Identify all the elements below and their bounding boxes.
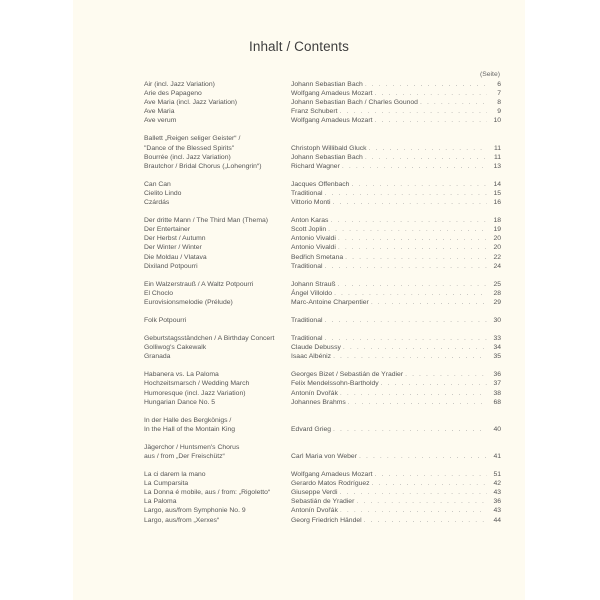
entry-composer: Bedřich Smetana <box>291 253 344 261</box>
entry-composer-cell <box>291 253 487 262</box>
entry-title: Geburtstagsständchen / A Birthday Concert <box>144 335 275 343</box>
entry-page-number: 15 <box>493 189 501 197</box>
toc-entry <box>144 416 501 425</box>
toc-entry <box>144 497 501 506</box>
toc-entry <box>144 452 501 461</box>
toc-entry <box>144 262 501 271</box>
toc-entry <box>144 243 501 252</box>
entry-composer: Johann Sebastian Bach <box>291 81 363 88</box>
entry-title: Die Moldau / Vlatava <box>144 253 207 261</box>
entry-composer: Scott Joplin <box>291 226 327 234</box>
entry-composer: Sebastián de Yradier <box>291 498 355 506</box>
dot-leader <box>374 470 487 479</box>
entry-composer-cell <box>291 116 487 125</box>
dot-leader <box>334 289 487 298</box>
entry-page-number: 11 <box>493 144 501 152</box>
dot-leader <box>381 379 487 388</box>
entry-title: Ballett „Reigen seliger Geister“ / <box>144 135 241 143</box>
dot-leader <box>348 398 487 407</box>
toc-entry <box>144 343 501 352</box>
entry-composer: Traditional <box>291 335 323 343</box>
entry-title: Der Entertainer <box>144 226 191 234</box>
entry-composer-cell <box>291 452 487 461</box>
entry-page-number: 6 <box>497 81 501 88</box>
entry-composer-cell <box>291 289 487 298</box>
entry-page-number: 43 <box>493 489 501 497</box>
dot-leader <box>359 452 487 461</box>
dot-leader <box>345 253 487 262</box>
entry-composer: Traditional <box>291 316 323 324</box>
entry-page-number: 22 <box>493 253 501 261</box>
entry-composer: Giuseppe Verdi <box>291 489 338 497</box>
entry-title: La Paloma <box>144 498 177 506</box>
entry-title: Arie des Papageno <box>144 90 202 98</box>
entry-composer-cell <box>291 98 487 107</box>
entry-title: El Choclo <box>144 289 174 297</box>
entry-page-number: 9 <box>497 108 501 116</box>
dot-leader <box>364 516 487 525</box>
toc-entry <box>144 280 501 289</box>
entry-page-number: 42 <box>493 480 501 488</box>
toc-entry <box>144 98 501 107</box>
entry-composer-cell <box>291 389 487 398</box>
entry-composer-cell <box>291 216 487 225</box>
entry-composer-cell <box>291 316 487 325</box>
toc-entry <box>144 234 501 243</box>
entry-composer-cell <box>291 134 487 143</box>
dot-leader <box>324 189 487 198</box>
dot-leader <box>330 216 487 225</box>
toc-entry <box>144 488 501 497</box>
entry-page-number: 20 <box>493 244 501 252</box>
entry-page-number: 7 <box>497 90 501 98</box>
entry-composer-cell <box>291 470 487 479</box>
dot-leader <box>369 144 487 153</box>
entry-composer-cell <box>291 497 487 506</box>
entry-composer-cell <box>291 425 487 434</box>
toc-entry <box>144 443 501 452</box>
document-page <box>73 0 525 600</box>
entry-title: Dixiland Potpourri <box>144 262 198 270</box>
dot-leader <box>324 334 487 343</box>
entry-page-number: 34 <box>493 344 501 352</box>
entry-title: Jägerchor / Huntsmen's Chorus <box>144 443 240 451</box>
entry-title: Bourrée (incl. Jazz Variation) <box>144 153 231 161</box>
entry-composer-cell <box>291 107 487 116</box>
group-spacer <box>144 207 501 216</box>
entry-composer: Carl Maria von Weber <box>291 453 357 460</box>
entry-page-number: 25 <box>493 280 501 288</box>
entry-composer: Wolfgang Amadeus Mozart <box>291 90 373 98</box>
entry-composer-cell <box>291 80 487 89</box>
dot-leader <box>340 389 487 398</box>
entry-composer-cell <box>291 153 487 162</box>
entry-page-number: 20 <box>493 235 501 243</box>
entry-title: aus / from „Der Freischütz“ <box>144 453 225 460</box>
entry-title: Eurovisionsmelodie (Prélude) <box>144 298 233 306</box>
entry-page-number <box>487 134 501 143</box>
entry-composer-cell <box>291 225 487 234</box>
entry-title: Largo, aus/from Symphonie No. 9 <box>144 507 246 515</box>
entry-composer: Antonín Dvořák <box>291 507 338 515</box>
toc-entry <box>144 506 501 515</box>
entry-page-number: 37 <box>493 380 501 388</box>
toc-entry <box>144 516 501 525</box>
entry-title: Ein Walzerstrauß / A Waltz Potpourri <box>144 280 254 288</box>
entry-composer-cell <box>291 506 487 515</box>
entry-page-number: 28 <box>493 289 501 297</box>
entry-composer-cell <box>291 488 487 497</box>
group-spacer <box>144 271 501 280</box>
toc-entry <box>144 180 501 189</box>
toc-entry <box>144 198 501 207</box>
entry-composer: Felix Mendelssohn-Bartholdy <box>291 380 379 388</box>
entry-composer-cell <box>291 343 487 352</box>
entry-title: Der Winter / Winter <box>144 244 202 252</box>
entry-page-number: 13 <box>493 162 501 170</box>
entry-composer: Isaac Albéniz <box>291 353 332 361</box>
entry-page-number: 40 <box>493 425 501 433</box>
entry-composer-cell <box>291 280 487 289</box>
entry-title: Golliwog's Cakewalk <box>144 344 207 352</box>
toc-entry <box>144 479 501 488</box>
toc-entry <box>144 370 501 379</box>
dot-leader <box>333 198 487 207</box>
entry-composer: Vittorio Monti <box>291 199 331 207</box>
entry-page-number: 29 <box>493 298 501 306</box>
toc-entry <box>144 389 501 398</box>
group-spacer <box>144 434 501 443</box>
entry-composer-cell <box>291 443 487 452</box>
entry-composer: Ángel Villoldo <box>291 289 333 297</box>
toc-entry <box>144 162 501 171</box>
dot-leader <box>420 98 487 107</box>
entry-composer-cell <box>291 516 487 525</box>
dot-leader <box>365 153 487 162</box>
entry-composer: Johann Strauß <box>291 280 336 288</box>
entry-page-number: 35 <box>493 353 501 361</box>
entry-title: "Dance of the Blessed Spirits" <box>144 144 235 152</box>
entry-title: Can Can <box>144 180 171 188</box>
table-of-contents <box>144 80 501 525</box>
dot-leader <box>351 180 487 189</box>
entry-title: Habanera vs. La Paloma <box>144 371 219 379</box>
toc-entry <box>144 189 501 198</box>
entry-composer: Antonio Vivaldi <box>291 244 336 252</box>
toc-entry <box>144 298 501 307</box>
group-spacer <box>144 171 501 180</box>
entry-page-number: 11 <box>493 153 501 161</box>
dot-leader <box>324 316 487 325</box>
entry-title: Largo, aus/from „Xerxes“ <box>144 516 220 524</box>
entry-composer-cell <box>291 352 487 361</box>
entry-composer-cell <box>291 89 487 98</box>
toc-entry <box>144 80 501 89</box>
entry-composer-cell <box>291 298 487 307</box>
toc-entry <box>144 116 501 125</box>
entry-title: Der Herbst / Autumn <box>144 235 206 243</box>
entry-page-number: 36 <box>493 371 501 379</box>
entry-composer: Johann Sebastian Bach <box>291 153 363 161</box>
entry-title: Brautchor / Bridal Chorus („Lohengrin“) <box>144 162 262 170</box>
dot-leader <box>365 80 487 89</box>
group-spacer <box>144 361 501 370</box>
entry-title: La Cumparsita <box>144 480 189 488</box>
entry-composer-cell <box>291 198 487 207</box>
entry-page-number: 16 <box>493 199 501 207</box>
dot-leader <box>372 479 487 488</box>
dot-leader <box>338 280 487 289</box>
entry-page-number: 8 <box>497 99 501 107</box>
toc-entry <box>144 225 501 234</box>
entry-title: Czárdás <box>144 199 170 207</box>
entry-page-number: 10 <box>493 117 501 125</box>
entry-title: La Donna é mobile, aus / from: „Rigoletto“ <box>144 489 271 497</box>
entry-page-number: 38 <box>493 389 501 397</box>
entry-page-number: 19 <box>493 226 501 234</box>
entry-composer: Wolfgang Amadeus Mozart <box>291 471 373 479</box>
entry-composer: Christoph Willibald Gluck <box>291 144 367 152</box>
dot-leader <box>339 488 487 497</box>
entry-composer: Johannes Brahms <box>291 398 346 406</box>
entry-composer: Antonio Vivaldi <box>291 235 336 243</box>
toc-entry <box>144 425 501 434</box>
toc-entry <box>144 153 501 162</box>
entry-composer-cell <box>291 243 487 252</box>
entry-composer-cell <box>291 144 487 153</box>
entry-composer: Franz Schubert <box>291 108 338 116</box>
entry-page-number: 33 <box>493 335 501 343</box>
entry-title: Cielito Lindo <box>144 189 182 197</box>
toc-entry <box>144 253 501 262</box>
dot-leader <box>338 234 487 243</box>
dot-leader <box>374 116 487 125</box>
entry-title: Ave verum <box>144 117 177 125</box>
entry-composer: Jacques Offenbach <box>291 180 350 188</box>
entry-composer: Traditional <box>291 262 323 270</box>
entry-title: Folk Potpourri <box>144 316 187 324</box>
toc-entry <box>144 289 501 298</box>
entry-page-number: 18 <box>493 217 501 225</box>
entry-title: In der Halle des Bergkönigs / <box>144 416 232 424</box>
entry-title: Granada <box>144 353 171 361</box>
entry-page-number <box>487 416 501 425</box>
dot-leader <box>339 107 487 116</box>
group-spacer <box>144 325 501 334</box>
entry-composer-cell <box>291 370 487 379</box>
entry-page-number: 68 <box>493 398 501 406</box>
group-spacer <box>144 407 501 416</box>
entry-composer-cell <box>291 262 487 271</box>
dot-leader <box>342 162 487 171</box>
entry-page-number: 41 <box>493 453 501 460</box>
entry-composer-cell <box>291 234 487 243</box>
group-spacer <box>144 461 501 470</box>
group-spacer <box>144 125 501 134</box>
dot-leader <box>374 89 487 98</box>
entry-composer-cell <box>291 479 487 488</box>
entry-composer: Anton Karas <box>291 217 329 225</box>
dot-leader <box>333 425 487 434</box>
entry-title: Ave Maria <box>144 108 175 116</box>
entry-composer: Wolfgang Amadeus Mozart <box>291 117 373 125</box>
entry-composer-cell <box>291 379 487 388</box>
entry-composer: Gerardo Matos Rodríguez <box>291 480 370 488</box>
toc-entry <box>144 470 501 479</box>
page-title: Inhalt / Contents <box>248 39 349 54</box>
entry-composer-cell <box>291 162 487 171</box>
toc-entry <box>144 89 501 98</box>
toc-entry <box>144 107 501 116</box>
entry-title: Air (incl. Jazz Variation) <box>144 81 215 88</box>
entry-composer: Antonín Dvořák <box>291 389 338 397</box>
entry-page-number: 24 <box>493 262 501 270</box>
entry-title: In the Hall of the Montain King <box>144 425 236 433</box>
entry-title: Hungarian Dance No. 5 <box>144 398 216 406</box>
entry-composer: Johann Sebastian Bach / Charles Gounod <box>291 99 418 107</box>
entry-composer-cell <box>291 334 487 343</box>
entry-title: La ci darem la mano <box>144 471 206 479</box>
toc-entry <box>144 379 501 388</box>
entry-page-number: 51 <box>493 471 501 479</box>
dot-leader <box>405 370 487 379</box>
entry-title: Humoresque (incl. Jazz Variation) <box>144 389 246 397</box>
toc-entry <box>144 216 501 225</box>
entry-page-number: 36 <box>493 498 501 506</box>
dot-leader <box>340 506 487 515</box>
entry-composer: Traditional <box>291 189 323 197</box>
entry-page-number: 43 <box>493 507 501 515</box>
dot-leader <box>328 225 487 234</box>
entry-composer: Claude Debussy <box>291 344 341 352</box>
dot-leader <box>343 343 487 352</box>
entry-page-number: 14 <box>493 180 501 188</box>
entry-composer-cell <box>291 416 487 425</box>
toc-entry <box>144 134 501 143</box>
toc-entry <box>144 352 501 361</box>
dot-leader <box>324 262 487 271</box>
entry-composer: Richard Wagner <box>291 162 340 170</box>
entry-page-number: 30 <box>493 316 501 324</box>
entry-composer-cell <box>291 189 487 198</box>
entry-composer: Edvard Grieg <box>291 425 332 433</box>
entry-title: Ave Maria (incl. Jazz Variation) <box>144 99 238 107</box>
toc-entry <box>144 334 501 343</box>
toc-entry <box>144 316 501 325</box>
entry-composer: Georges Bizet / Sebastián de Yradier <box>291 371 404 379</box>
entry-title: Hochzeitsmarsch / Wedding March <box>144 380 250 388</box>
page-column-header: (Seite) <box>479 71 500 78</box>
group-spacer <box>144 307 501 316</box>
entry-composer: Marc-Antoine Charpentier <box>291 298 369 306</box>
dot-leader <box>371 298 487 307</box>
entry-page-number <box>487 443 501 452</box>
entry-composer-cell <box>291 398 487 407</box>
toc-entry <box>144 398 501 407</box>
toc-entry <box>144 144 501 153</box>
entry-title: Der dritte Mann / The Third Man (Thema) <box>144 217 269 225</box>
entry-page-number: 44 <box>493 516 501 524</box>
dot-leader <box>338 243 487 252</box>
dot-leader <box>333 352 487 361</box>
entry-composer-cell <box>291 180 487 189</box>
dot-leader <box>356 497 487 506</box>
entry-composer: Georg Friedrich Händel <box>291 516 362 524</box>
